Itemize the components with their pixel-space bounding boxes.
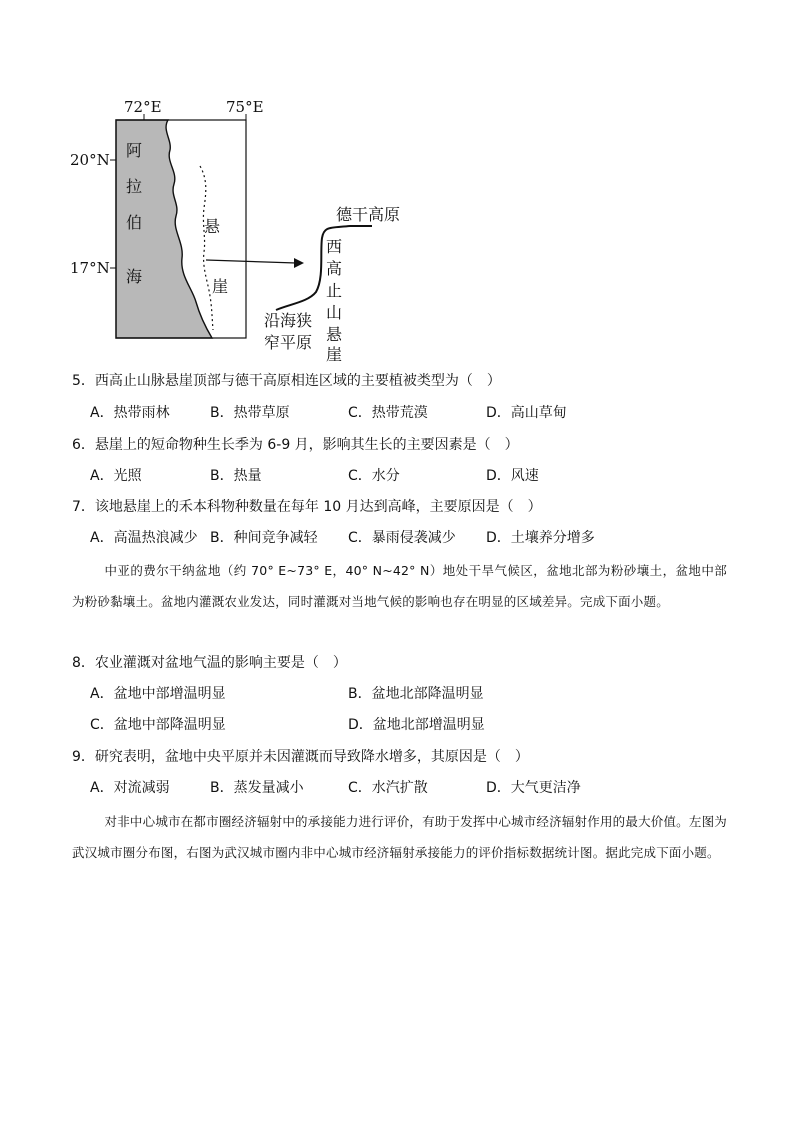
option-b[interactable]: B．盆地北部降温明显 — [348, 686, 484, 702]
option-d[interactable]: D．高山草甸 — [486, 405, 567, 421]
sea-char: 阿 — [126, 141, 143, 160]
question-6-stem: 6．悬崖上的短命物种生长季为 6-9 月，影响其生长的主要因素是（ ） — [72, 437, 519, 453]
cliff-char: 崖 — [212, 277, 229, 296]
option-a[interactable]: A．高温热浪减少 — [90, 530, 198, 546]
west-ghats-char: 高 — [326, 259, 343, 278]
option-c[interactable]: C．盆地中部降温明显 — [90, 717, 226, 733]
coastal-plain-label-line1: 沿海狭 — [264, 311, 313, 330]
option-b[interactable]: B．热量 — [210, 468, 262, 484]
west-ghats-char: 崖 — [326, 345, 343, 362]
sea-char: 海 — [126, 267, 143, 286]
cliff-dotted-line — [200, 166, 213, 330]
option-c[interactable]: C．热带荒漠 — [348, 405, 428, 421]
option-d[interactable]: D．风速 — [486, 468, 539, 484]
option-d[interactable]: D．土壤养分增多 — [486, 530, 595, 546]
sea-char: 伯 — [126, 213, 143, 232]
lon-label-72: 72°E — [124, 98, 162, 116]
cliff-profile-line — [276, 226, 372, 310]
option-a[interactable]: A．光照 — [90, 468, 142, 484]
question-7-stem: 7．该地悬崖上的禾本科物种数量在每年 10 月达到高峰，主要原因是（ ） — [72, 499, 542, 515]
sea-char: 拉 — [126, 177, 143, 196]
cliff-char: 悬 — [204, 217, 221, 236]
option-d[interactable]: D．大气更洁净 — [486, 780, 581, 796]
option-b[interactable]: B．蒸发量减小 — [210, 780, 304, 796]
option-b[interactable]: B．热带草原 — [210, 405, 290, 421]
deccan-plateau-label: 德干高原 — [336, 205, 401, 224]
passage-fergana: 中亚的费尔干纳盆地（约 70° E~73° E，40° N~42° N）地处干旱气候区，盆地北部为粉砂壤土，盆地中部为粉砂黏壤土。盆地内灌溉农业发达，同时灌溉对当地气候的影响也存在明显的区域差异。完成下面小题。 — [72, 563, 727, 609]
option-d[interactable]: D．盆地北部增温明显 — [348, 717, 485, 733]
option-c[interactable]: C．暴雨侵袭减少 — [348, 530, 456, 546]
option-a[interactable]: A．对流减弱 — [90, 780, 170, 796]
lat-label-20: 20°N — [70, 151, 110, 169]
option-a[interactable]: A．热带雨林 — [90, 405, 170, 421]
option-b[interactable]: B．种间竞争减轻 — [210, 530, 318, 546]
question-5-stem: 5．西高止山脉悬崖顶部与德干高原相连区域的主要植被类型为（ ） — [72, 373, 501, 389]
map-svg — [60, 92, 420, 362]
west-ghats-char: 西 — [326, 237, 343, 256]
question-9-stem: 9．研究表明，盆地中央平原并未因灌溉而导致降水增多，其原因是（ ） — [72, 749, 529, 765]
arrow-head — [294, 258, 304, 268]
coastal-plain-label-line2: 窄平原 — [264, 333, 313, 352]
west-ghats-char: 止 — [326, 281, 343, 300]
passage-wuhan: 对非中心城市在都市圈经济辐射中的承接能力进行评价，有助于发挥中心城市经济辐射作用的最大价值。左图为武汉城市圈分布图，右图为武汉城市圈内非中心城市经济辐射承接能力的评价指标数据统计图。据此完成下面小题。 — [72, 814, 727, 860]
west-ghats-char: 悬 — [326, 325, 343, 344]
lon-label-75: 75°E — [226, 98, 264, 116]
west-ghats-char: 山 — [326, 303, 343, 322]
question-8-stem: 8．农业灌溉对盆地气温的影响主要是（ ） — [72, 655, 347, 671]
option-c[interactable]: C．水分 — [348, 468, 400, 484]
lat-label-17: 17°N — [70, 259, 110, 277]
arrow-line — [206, 260, 296, 263]
option-c[interactable]: C．水汽扩散 — [348, 780, 428, 796]
map-figure — [60, 92, 420, 362]
option-a[interactable]: A．盆地中部增温明显 — [90, 686, 226, 702]
